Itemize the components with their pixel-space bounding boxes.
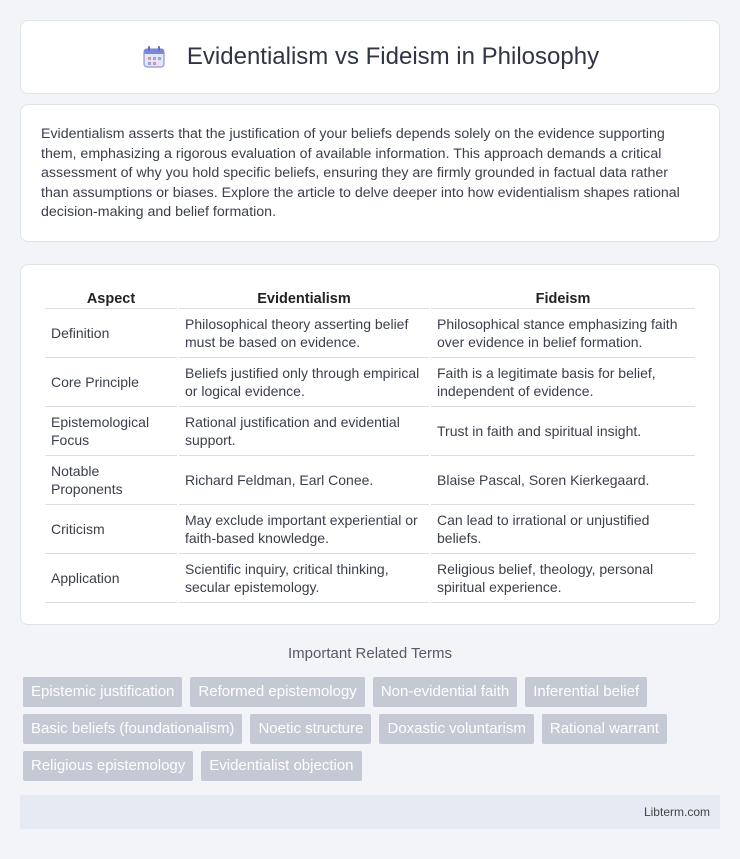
table-row <box>45 505 695 554</box>
comparison-table-card <box>20 264 720 625</box>
table-row <box>45 358 695 407</box>
cell-fideism: Can lead to irrational or unjustified beliefs. <box>431 505 695 554</box>
related-term-tag[interactable]: Inferential belief <box>525 677 647 707</box>
cell-fideism: Religious belief, theology, personal spiritual experience. <box>431 554 695 603</box>
header-evidentialism: Evidentialism <box>179 285 429 309</box>
cell-aspect: Notable Proponents <box>45 456 177 505</box>
title-card <box>20 20 720 94</box>
related-term-tag[interactable]: Doxastic voluntarism <box>379 714 533 744</box>
related-term-tag[interactable]: Non-evidential faith <box>373 677 517 707</box>
footer-site-link[interactable]: Libterm.com <box>643 805 710 819</box>
footer <box>20 795 720 829</box>
related-term-tag[interactable]: Evidentialist objection <box>201 751 361 781</box>
cell-evidentialism: Beliefs justified only through empirical or logical evidence. <box>179 358 429 407</box>
header-aspect: Aspect <box>45 285 177 309</box>
related-term-tag[interactable]: Rational warrant <box>542 714 667 744</box>
cell-evidentialism: Philosophical theory asserting belief must be based on evidence. <box>179 309 429 358</box>
header-fideism: Fideism <box>431 285 695 309</box>
cell-aspect: Core Principle <box>45 358 177 407</box>
related-term-tag[interactable]: Basic beliefs (foundationalism) <box>23 714 242 744</box>
calendar-icon <box>141 44 167 70</box>
cell-fideism: Philosophical stance emphasizing faith over evidence in belief formation. <box>431 309 695 358</box>
cell-evidentialism: May exclude important experiential or faith-based knowledge. <box>179 505 429 554</box>
intro-text: Evidentialism asserts that the justification of your beliefs depends solely on the evidence supporting them, emphasizing a rigorous evaluation of available information. This approach demands a critical assessment of why you hold specific beliefs, ensuring they are firmly grounded in factual data rather than assumptions or biases. Explore the article to delve deeper into how evidentialism shapes rational decision-making and belief formation. <box>41 126 680 220</box>
related-term-tag[interactable]: Reformed epistemology <box>190 677 364 707</box>
related-term-tag[interactable]: Religious epistemology <box>23 751 193 781</box>
related-term-tag[interactable]: Noetic structure <box>250 714 371 744</box>
cell-fideism: Trust in faith and spiritual insight. <box>431 407 695 456</box>
cell-evidentialism: Rational justification and evidential support. <box>179 407 429 456</box>
related-terms-title: Important Related Terms <box>288 645 452 662</box>
table-row <box>45 407 695 456</box>
related-terms-list <box>23 677 723 781</box>
table-row <box>45 309 695 358</box>
cell-aspect: Criticism <box>45 505 177 554</box>
comparison-table <box>43 285 697 603</box>
cell-fideism: Faith is a legitimate basis for belief, independent of evidence. <box>431 358 695 407</box>
table-row <box>45 554 695 603</box>
cell-evidentialism: Scientific inquiry, critical thinking, secular epistemology. <box>179 554 429 603</box>
cell-aspect: Application <box>45 554 177 603</box>
cell-aspect: Definition <box>45 309 177 358</box>
cell-fideism: Blaise Pascal, Soren Kierkegaard. <box>431 456 695 505</box>
cell-evidentialism: Richard Feldman, Earl Conee. <box>179 456 429 505</box>
table-row <box>45 456 695 505</box>
related-term-tag[interactable]: Epistemic justification <box>23 677 182 707</box>
intro-card <box>20 104 720 242</box>
table-header-row <box>45 285 695 309</box>
page-title: Evidentialism vs Fideism in Philosophy <box>186 43 600 70</box>
cell-aspect: Epistemological Focus <box>45 407 177 456</box>
